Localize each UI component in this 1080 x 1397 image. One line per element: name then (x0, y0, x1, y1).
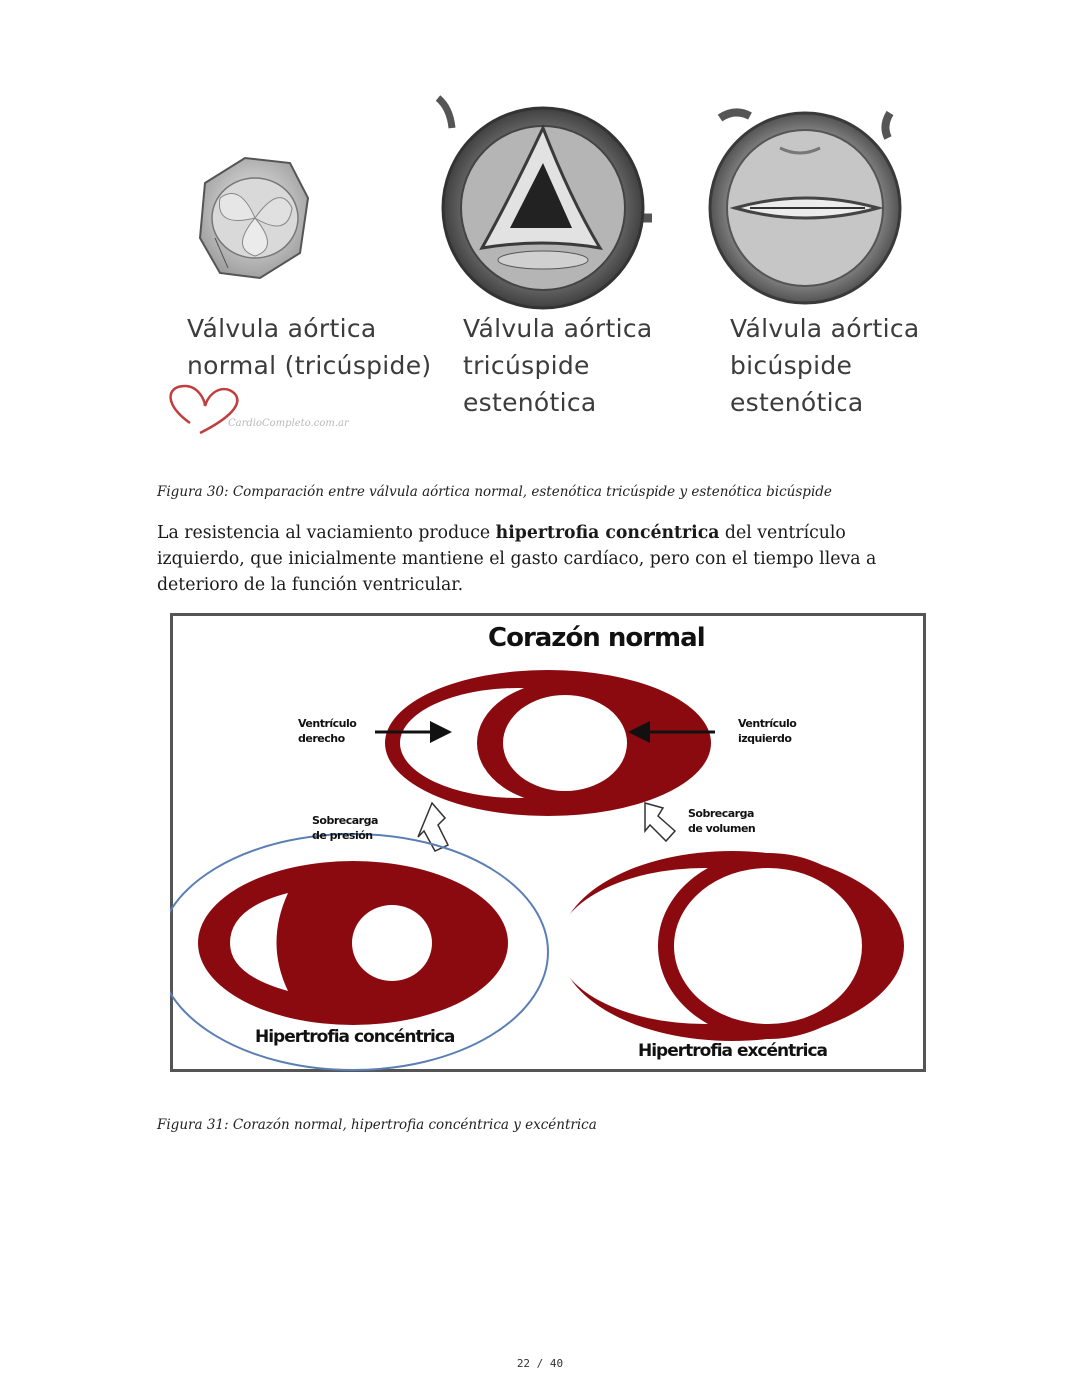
figure-30-valves (160, 88, 920, 448)
label-pressure-overload: Sobrecarga de presión (312, 814, 378, 842)
figure-31-hypertrophy (170, 613, 926, 1073)
figure-31-title: Corazón normal (488, 623, 705, 653)
page-number: 22 / 40 (516, 1357, 564, 1370)
valve-label-stenotic-tricuspid: Válvula aórtica tricúspide estenótica (463, 314, 653, 417)
figure-31-caption: Figura 31: Corazón normal, hipertrofia concéntrica y excéntrica (157, 1117, 597, 1133)
label-volume-overload: Sobrecarga de volumen (688, 807, 756, 835)
valve-label-stenotic-bicuspid: Válvula aórtica bicúspide estenótica (730, 314, 920, 417)
label-left-ventricle: Ventrículo izquierdo (738, 717, 797, 745)
figure-30-caption: Figura 30: Comparación entre válvula aórtica normal, estenótica tricúspide y estenótica bicúspide (157, 484, 832, 500)
label-right-ventricle: Ventrículo derecho (298, 717, 357, 745)
bold-term: hipertrofia concéntrica (495, 523, 720, 543)
body-paragraph: La resistencia al vaciamiento produce hipertrofia concéntrica del ventrículo izquierdo, que inicialmente mantiene el gasto cardíaco, pero con el tiempo lleva a deterioro de la función ventricular. (157, 523, 877, 595)
stenotic-bicuspid-valve (710, 112, 900, 303)
normal-valve (200, 158, 308, 278)
valve-label-normal: Válvula aórtica normal (tricúspide) (187, 314, 432, 380)
normal-heart (385, 670, 711, 816)
label-eccentric-hypertrophy: Hipertrofia excéntrica (638, 1041, 828, 1061)
concentric-hypertrophy-heart (198, 861, 508, 1025)
stenotic-tricuspid-valve (438, 98, 652, 308)
hypertrophy-diagram (170, 613, 926, 1073)
watermark: CardioCompleto.com.ar (228, 418, 349, 429)
label-concentric-hypertrophy: Hipertrofia concéntrica (255, 1027, 455, 1047)
